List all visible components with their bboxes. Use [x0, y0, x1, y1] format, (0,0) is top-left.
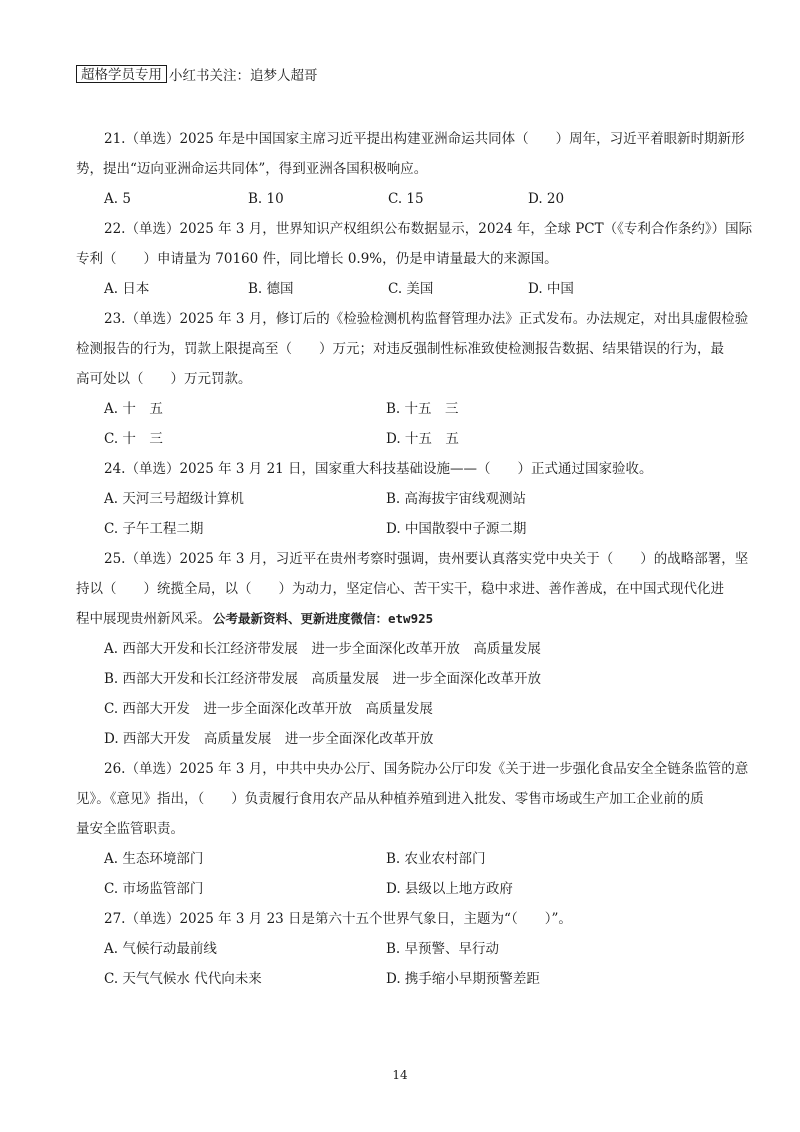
question-text-line [76, 604, 726, 634]
options-row [76, 274, 726, 304]
option-b: B. 德国 [248, 281, 294, 297]
option-d: D. 中国 [528, 281, 574, 297]
option-b: B. 农业农村部门 [386, 851, 486, 867]
option-a: A. 西部大开发和长江经济带发展 进一步全面深化改革开放 高质量发展 [104, 641, 541, 657]
option-b: B. 十五 三 [386, 401, 459, 417]
option-c: C. 市场监管部门 [104, 881, 204, 897]
options-row [76, 394, 726, 424]
page-number: 14 [392, 1068, 408, 1082]
options-row [76, 184, 726, 214]
question-text-fragment: 程中展现贵州新风采。 [76, 611, 211, 627]
options-row [76, 844, 726, 874]
question-24 [76, 454, 726, 544]
options-row [76, 874, 726, 904]
option-c: C. 十 三 [104, 431, 163, 447]
question-text-line: 27.（单选）2025 年 3 月 23 日是第六十五个世界气象日，主题为“（ ）”。 [104, 911, 572, 927]
option-c: C. 15 [388, 191, 424, 207]
option-b: B. 10 [248, 191, 284, 207]
option-a: A. 生态环境部门 [104, 851, 204, 867]
option-a: A. 十 五 [104, 401, 163, 417]
question-text-line: 量安全监管职责。 [76, 821, 184, 837]
page-header [76, 64, 318, 84]
question-text-line: 24.（单选）2025 年 3 月 21 日，国家重大科技基础设施——（ ）正式通过国家验收。 [104, 461, 653, 477]
question-25 [76, 544, 749, 754]
question-list [76, 124, 753, 994]
option-d: D. 十五 五 [386, 431, 459, 447]
question-text-line: 持以（ ）统揽全局，以（ ）为动力，坚定信心、苦干实干，稳中求进、善作善成，在中国式现代化进 [76, 581, 724, 597]
option-b: B. 西部大开发和长江经济带发展 高质量发展 进一步全面深化改革开放 [104, 671, 542, 687]
question-27 [76, 904, 726, 994]
header-note: 小红书关注：追梦人超哥 [169, 68, 318, 84]
question-text-line: 检测报告的行为，罚款上限提高至（ ）万元；对违反强制性标准致使检测报告数据、结果错误的行为，最 [76, 341, 724, 357]
option-c: C. 天气气候水 代代向未来 [104, 971, 262, 987]
option-a: A. 天河三号超级计算机 [104, 491, 244, 507]
option-d: D. 携手缩小早期预警差距 [386, 971, 540, 987]
option-c: C. 子午工程二期 [104, 521, 204, 537]
question-text-line: 26.（单选）2025 年 3 月，中共中央办公厅、国务院办公厅印发《关于进一步强化食品安全全链条监管的意 [104, 761, 749, 777]
question-21 [76, 124, 745, 214]
options-row [76, 484, 726, 514]
option-b: B. 高海拔宇宙线观测站 [386, 491, 527, 507]
option-c: C. 美国 [388, 281, 434, 297]
question-text-line: 高可处以（ ）万元罚款。 [76, 371, 252, 387]
question-23 [76, 304, 749, 454]
option-a: A. 日本 [104, 281, 150, 297]
option-b: B. 早预警、早行动 [386, 941, 500, 957]
options-row [76, 514, 726, 544]
question-22 [76, 214, 753, 304]
question-26 [76, 754, 749, 904]
option-d: D. 西部大开发 高质量发展 进一步全面深化改革开放 [104, 731, 434, 747]
question-text-line: 专利（ ）申请量为 70160 件，同比增长 0.9%，仍是申请量最大的来源国。 [76, 251, 558, 267]
question-text-line: 22.（单选）2025 年 3 月，世界知识产权组织公布数据显示，2024 年，全球 PCT（《专利合作条约》）国际 [104, 221, 753, 237]
option-a: A. 5 [104, 191, 131, 207]
option-d: D. 中国散裂中子源二期 [386, 521, 527, 537]
options-row [76, 964, 726, 994]
option-d: D. 县级以上地方政府 [386, 881, 513, 897]
options-row [76, 934, 726, 964]
header-tag: 超格学员专用 [76, 65, 167, 83]
question-text-line: 势，提出“迈向亚洲命运共同体”，得到亚洲各国积极响应。 [76, 161, 428, 177]
option-a: A. 气候行动最前线 [104, 941, 217, 957]
question-text-line: 见》。《意见》指出，（ ）负责履行食用农产品从种植养殖到进入批发、零售市场或生产加工企业前的质 [76, 791, 704, 807]
watermark-text: 公考最新资料、更新进度微信：etw925 [213, 611, 434, 626]
option-c: C. 西部大开发 进一步全面深化改革开放 高质量发展 [104, 701, 433, 717]
options-row [76, 424, 726, 454]
question-text-line: 25.（单选）2025 年 3 月，习近平在贵州考察时强调，贵州要认真落实党中央关于（ ）的战略部署，坚 [104, 551, 749, 567]
question-text-line: 21.（单选）2025 年是中国国家主席习近平提出构建亚洲命运共同体（ ）周年，习近平着眼新时期新形 [104, 131, 745, 147]
question-text-line: 23.（单选）2025 年 3 月，修订后的《检验检测机构监督管理办法》正式发布。办法规定，对出具虚假检验 [104, 311, 749, 327]
option-d: D. 20 [528, 191, 565, 207]
